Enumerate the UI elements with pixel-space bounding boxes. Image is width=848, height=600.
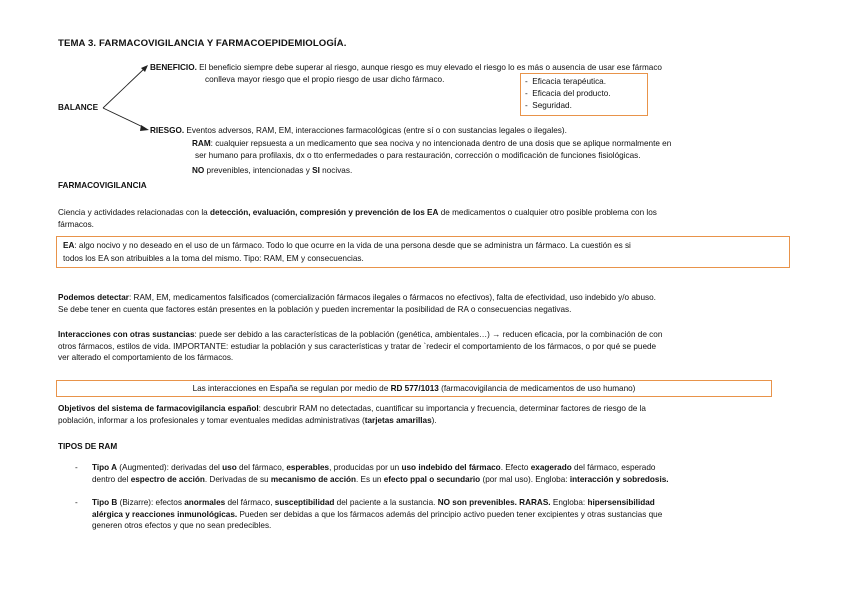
beneficio-line-2: conlleva mayor riesgo que el propio riesgo de usar dicho fármaco. <box>205 75 445 84</box>
tipos-ram-heading: TIPOS DE RAM <box>58 442 118 451</box>
riesgo-line-1 <box>150 125 567 137</box>
criteria-item-1: - Eficacia terapéutica. <box>525 77 607 86</box>
rd-regulation-text: Las interacciones en España se regulan por medio de RD 577/1013 (farmacovigilancia de medicamentos de uso humano) <box>192 384 636 393</box>
ram-term: RAM <box>192 139 211 148</box>
criteria-item-2: - Eficacia del producto. <box>525 89 611 98</box>
ea-line-1: EA: algo nocivo y no deseado en el uso de un fármaco. Todo lo que ocurre en la vida de una persona desde que se administra un fármaco. La cuestión es si <box>63 241 631 250</box>
rd-regulation-box <box>56 380 772 397</box>
beneficio-term: BENEFICIO. <box>150 63 197 72</box>
document-title: TEMA 3. FARMACOVIGILANCIA Y FARMACOEPIDEMIOLOGÍA. <box>58 38 347 49</box>
beneficio-criteria-box <box>520 73 648 116</box>
farmacovigilancia-definition: Ciencia y actividades relacionadas con la detección, evaluación, compresión y prevención de los EA de medicamentos o cualquier otro posible problema con los fármacos. <box>58 208 657 229</box>
arrow-to-riesgo <box>103 108 145 128</box>
farmacovigilancia-heading: FARMACOVIGILANCIA <box>58 181 147 190</box>
ram-characteristics: NO prevenibles, intencionadas y SI nocivas. <box>192 166 353 175</box>
riesgo-text-1: Eventos adversos, RAM, EM, interacciones farmacológicas (entre sí o con sustancias legales o ilegales). <box>184 126 567 135</box>
arrow-head-riesgo <box>140 125 149 131</box>
list-item-tipo-a: - Tipo A (Augmented): derivadas del uso del fármaco, esperables, producidas por un uso indebido del fármaco. Efecto exagerado del fármaco, esperado dentro del espectro de acción. Derivadas de su mecanismo de acción. Es un efecto ppal o secundario (por mal uso). Engloba: interacción y sobredosis. <box>58 462 793 485</box>
ram-definition-line-1: RAM: cualquier repsuesta a un medicamento que sea nociva y no intencionada dentro de una dosis que se aplique normalmente en <box>192 139 672 148</box>
list-item-tipo-b: - Tipo B (Bizarre): efectos anormales del fármaco, susceptibilidad del paciente a la sustancia. NO son prevenibles. RARAS. Engloba: hipersensibilidad alérgica y reacciones inmunológicas. Pueden ser debidas a que los fármacos además del principio activo pueden tener excipientes y otras sustancias que generen otros efectos y que no sean predecibles. <box>58 497 793 532</box>
beneficio-line-1 <box>150 62 662 74</box>
ea-definition-box <box>56 236 790 268</box>
interacciones-paragraph: Interacciones con otras sustancias: puede ser debido a las características de la población (genética, ambientales…) → reducen eficacia, por la combinación de con otros fármacos, estilos de vida. IMPORTANTE: estudiar la población y sus características y tratar de `redecir el comportamiento de los fármacos, o por qué se puede ver alterado el comportamiento de los fármacos. <box>58 330 663 363</box>
ea-line-2: todos los EA son atribuibles a la toma del mismo. Tipo: RAM, EM y consecuencias. <box>63 254 364 263</box>
arrow-to-beneficio <box>103 68 145 108</box>
ram-definition-line-2: ser humano para profilaxis, dx o tto enfermedades o para restauración, corrección o modificación de funciones fisiológicas. <box>195 151 641 160</box>
criteria-item-3: - Seguridad. <box>525 101 572 110</box>
balance-label: BALANCE <box>58 103 99 112</box>
objetivos-paragraph: Objetivos del sistema de farmacovigilancia español: descubrir RAM no detectadas, cuantificar su importancia y frecuencia, determinar factores de riesgo de la población, informar a los profesionales y tomar eventuales medidas administrativas (tarjetas amarillas). <box>58 404 646 425</box>
detectar-paragraph: Podemos detectar: RAM, EM, medicamentos falsificados (comercialización fármacos ilegales o fármacos no efectivos), falta de efectividad, uso indebido y/o abuso. Se debe tener en cuenta que factores están presentes en la población y pueden incrementar la posibilidad de RA o consecuencias negativas. <box>58 293 656 314</box>
riesgo-term: RIESGO. <box>150 126 185 135</box>
beneficio-text-1: El beneficio siempre debe superar al riesgo, aunque riesgo es muy elevado el riesgo lo es más o ausencia de usar ese fármaco <box>196 63 662 72</box>
balance-arrows-diagram <box>98 60 158 140</box>
tipos-ram-list <box>58 462 793 532</box>
